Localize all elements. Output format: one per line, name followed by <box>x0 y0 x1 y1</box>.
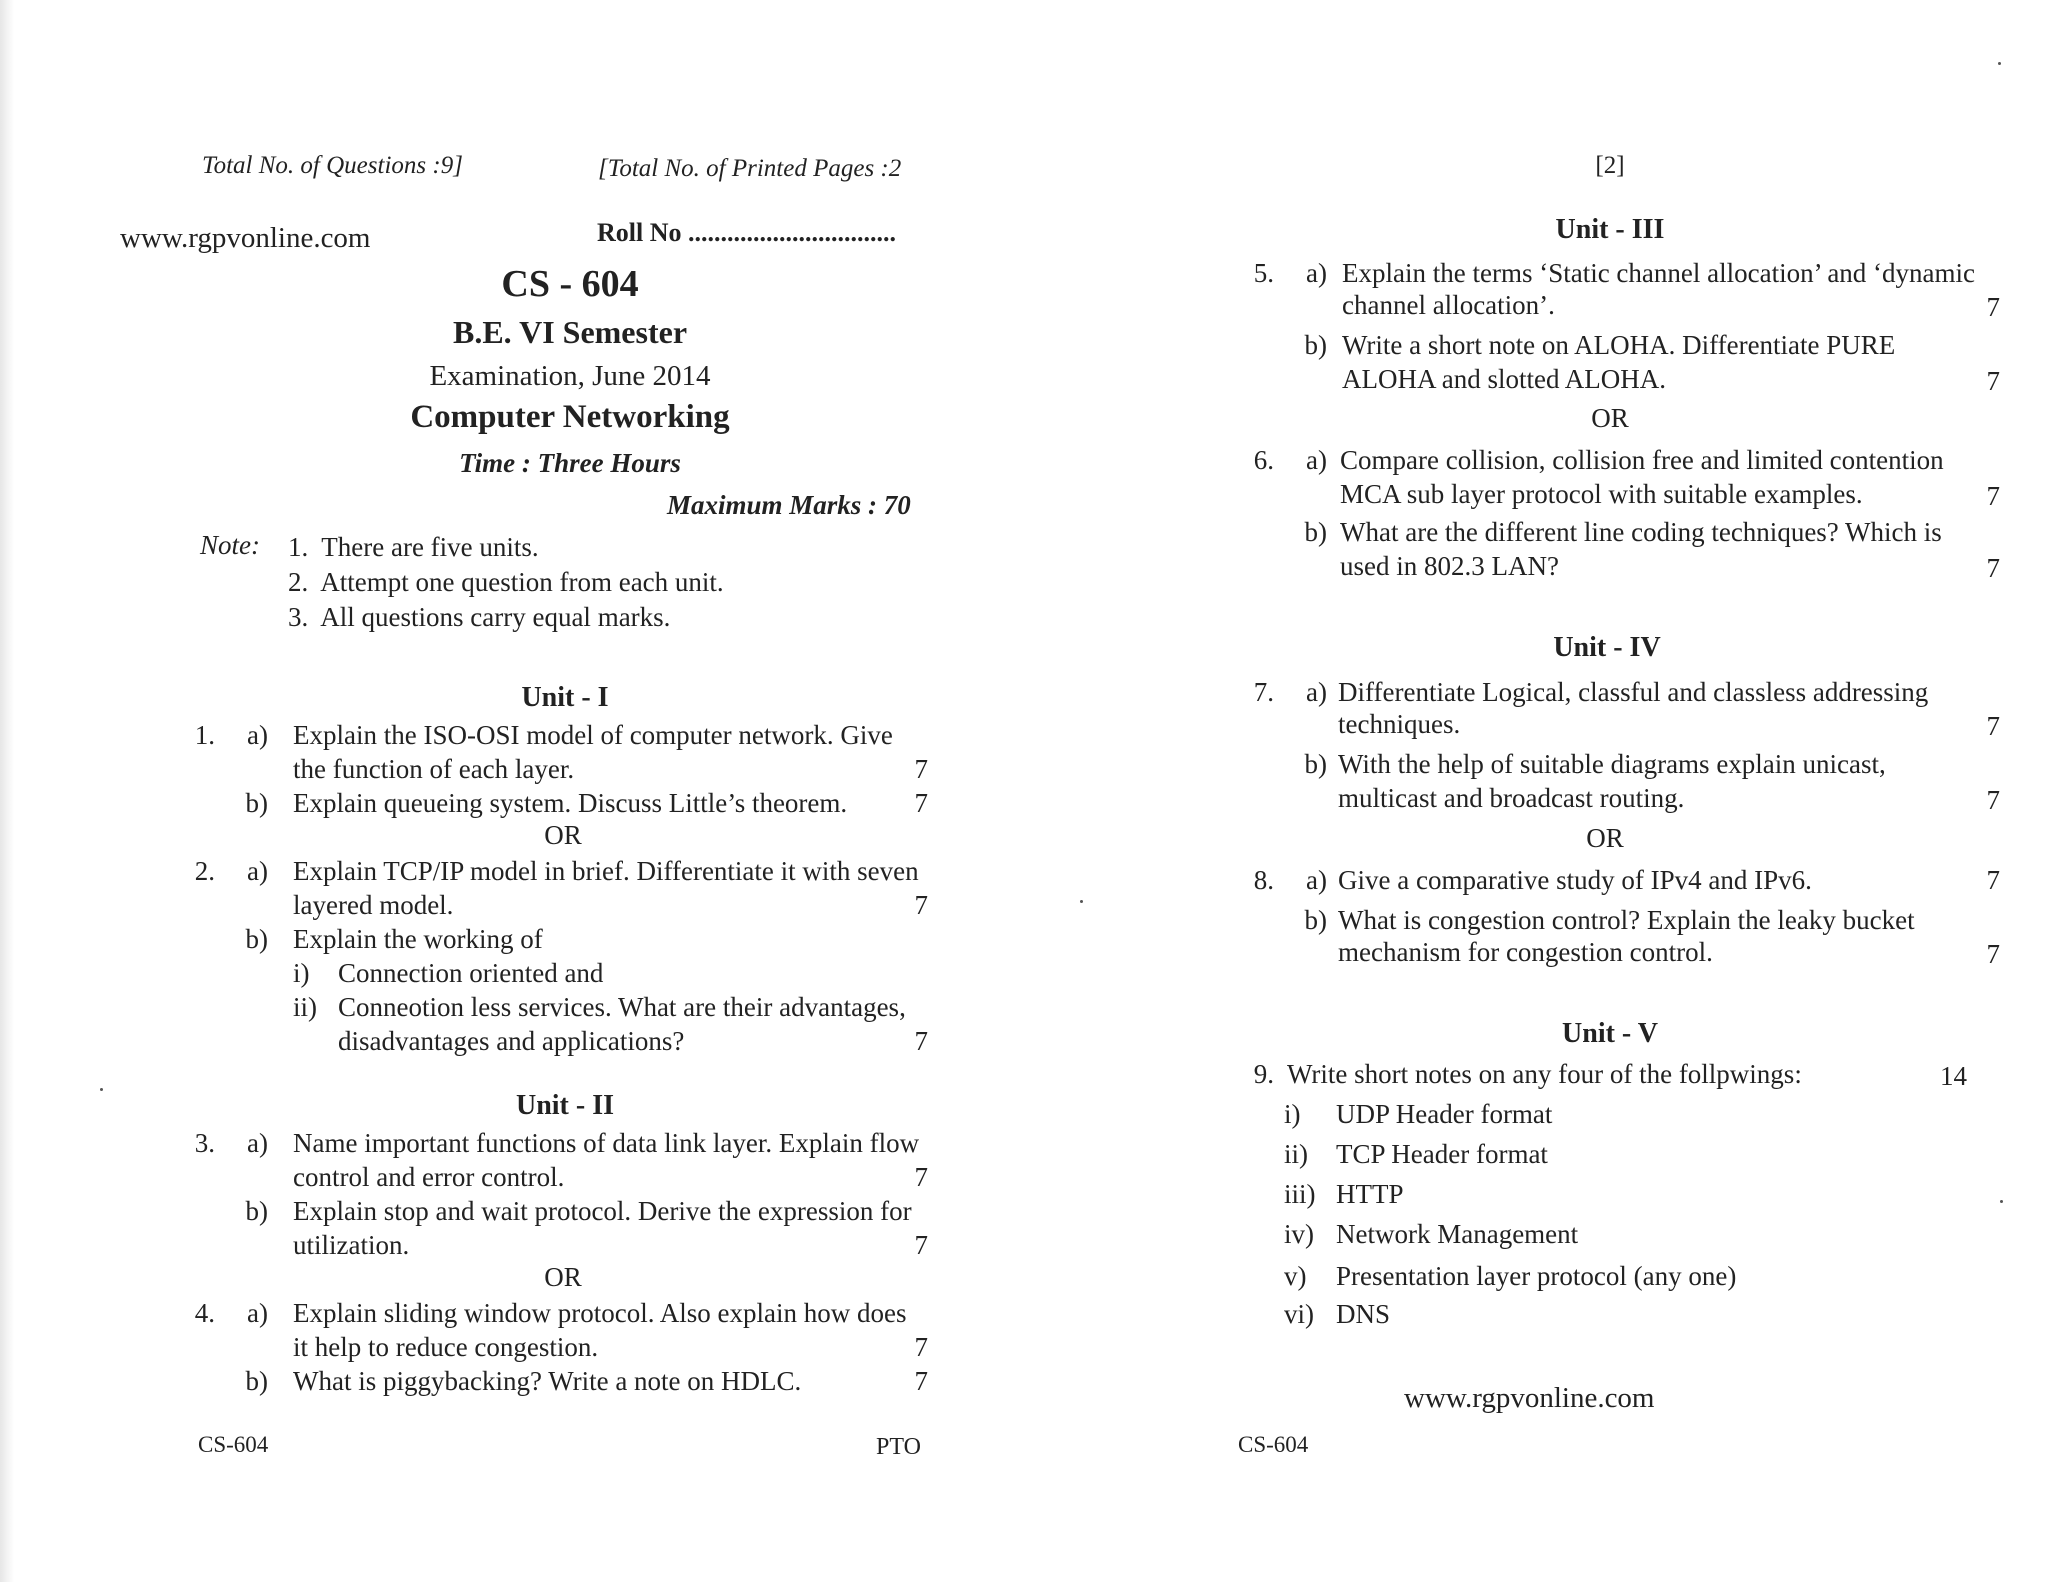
question-number: 2. <box>194 856 215 886</box>
or-separator: OR <box>544 1262 582 1292</box>
question-number: 3. <box>194 1128 215 1158</box>
part-label: b) <box>1304 905 1327 935</box>
part-label: b) <box>245 788 268 818</box>
question-text: Compare collision, collision free and limited contention <box>1340 445 1944 475</box>
question-text: disadvantages and applications? <box>338 1026 685 1056</box>
question-text: Conneotion less services. What are their advantages, <box>338 992 906 1022</box>
question-text: Explain the ISO-OSI model of computer network. Give <box>293 720 893 750</box>
question-text: Give a comparative study of IPv4 and IPv6. <box>1338 865 1812 895</box>
part-label: b) <box>1304 517 1327 547</box>
question-text: ALOHA and slotted ALOHA. <box>1342 364 1666 394</box>
marks: 14 <box>1940 1061 1967 1091</box>
list-item-label: v) <box>1284 1261 1307 1291</box>
marks: 7 <box>1986 553 2000 583</box>
marks: 7 <box>1986 366 2000 396</box>
part-label: a) <box>247 1128 268 1158</box>
question-text: Explain sliding window protocol. Also explain how does <box>293 1298 907 1328</box>
marks: 7 <box>1986 865 2000 895</box>
list-item: Presentation layer protocol (any one) <box>1336 1261 1737 1291</box>
scan-speck <box>2000 1200 2003 1203</box>
question-number: 4. <box>194 1298 215 1328</box>
note-item-2: 2. Attempt one question from each unit. <box>288 567 724 597</box>
question-text: layered model. <box>293 890 454 920</box>
part-label: b) <box>245 1196 268 1226</box>
website-header: www.rgpvonline.com <box>120 222 371 254</box>
unit-5-heading: Unit - V <box>1562 1018 1658 1049</box>
roll-no-field: Roll No ................................ <box>597 218 896 247</box>
unit-3-heading: Unit - III <box>1555 214 1665 245</box>
page-number: [2] <box>1595 152 1625 179</box>
part-label: b) <box>1304 330 1327 360</box>
question-text: Explain the terms ‘Static channel allocation’ and ‘dynamic <box>1342 258 1976 288</box>
sub-part-label: i) <box>293 958 310 988</box>
part-label: b) <box>1304 749 1327 779</box>
marks: 7 <box>1986 711 2000 741</box>
question-text: it help to reduce congestion. <box>293 1332 599 1362</box>
question-text: techniques. <box>1338 709 1461 739</box>
subject-title: Computer Networking <box>410 399 730 435</box>
question-number: 1. <box>194 720 215 750</box>
list-item: TCP Header format <box>1336 1139 1548 1169</box>
list-item: DNS <box>1336 1299 1391 1329</box>
question-text: Connection oriented and <box>338 958 604 988</box>
time-allowed: Time : Three Hours <box>459 448 681 478</box>
list-item-label: ii) <box>1284 1139 1308 1169</box>
sub-part-label: ii) <box>293 992 317 1022</box>
question-number: 9. <box>1253 1059 1274 1089</box>
or-separator: OR <box>1586 823 1624 853</box>
footer-code: CS-604 <box>198 1432 269 1457</box>
question-number: 5. <box>1253 258 1274 288</box>
marks: 7 <box>1986 785 2000 815</box>
part-label: a) <box>1306 445 1327 475</box>
question-text: used in 802.3 LAN? <box>1340 551 1559 581</box>
question-text: Explain the working of <box>293 924 543 954</box>
note-item-1: 1. There are five units. <box>288 532 539 562</box>
question-text: Explain TCP/IP model in brief. Differentiate it with seven <box>293 856 919 886</box>
question-number: 7. <box>1253 677 1274 707</box>
question-text: utilization. <box>293 1230 410 1260</box>
question-text: multicast and broadcast routing. <box>1338 783 1685 813</box>
question-text: With the help of suitable diagrams explain unicast, <box>1338 749 1886 779</box>
paper-code: CS - 604 <box>501 263 639 305</box>
question-text: control and error control. <box>293 1162 565 1192</box>
unit-1-heading: Unit - I <box>521 682 609 713</box>
website-footer: www.rgpvonline.com <box>1404 1382 1655 1414</box>
unit-2-heading: Unit - II <box>515 1090 614 1121</box>
maximum-marks: Maximum Marks : 70 <box>667 490 911 520</box>
part-label: a) <box>1306 865 1327 895</box>
part-label: b) <box>245 1366 268 1396</box>
question-text: channel allocation’. <box>1342 290 1555 320</box>
scan-speck <box>100 1088 103 1091</box>
list-item: Network Management <box>1336 1219 1579 1249</box>
marks: 7 <box>1986 939 2000 969</box>
marks: 7 <box>1986 481 2000 511</box>
question-number: 6. <box>1253 445 1274 475</box>
question-text: the function of each layer. <box>293 754 575 784</box>
examination: Examination, June 2014 <box>429 360 711 392</box>
question-text: What is congestion control? Explain the leaky bucket <box>1338 905 1915 935</box>
list-item-label: iv) <box>1284 1219 1314 1249</box>
part-label: b) <box>245 924 268 954</box>
part-label: a) <box>247 720 268 750</box>
marks: 7 <box>914 1162 928 1192</box>
scan-speck <box>1998 62 2001 65</box>
part-label: a) <box>247 856 268 886</box>
question-text: mechanism for congestion control. <box>1338 937 1713 967</box>
total-printed-pages: [Total No. of Printed Pages :2 <box>598 155 902 182</box>
question-text: Write short notes on any four of the follpwings: <box>1287 1059 1802 1089</box>
list-item: UDP Header format <box>1336 1099 1553 1129</box>
question-text: Explain stop and wait protocol. Derive the expression for <box>293 1196 912 1226</box>
question-text: Write a short note on ALOHA. Differentiate PURE <box>1342 330 1896 360</box>
unit-4-heading: Unit - IV <box>1553 632 1661 663</box>
part-label: a) <box>247 1298 268 1328</box>
question-number: 8. <box>1253 865 1274 895</box>
scan-speck <box>1080 900 1083 903</box>
semester: B.E. VI Semester <box>452 314 688 350</box>
marks: 7 <box>1986 292 2000 322</box>
note-item-3: 3. All questions carry equal marks. <box>288 602 671 632</box>
question-text: Differentiate Logical, classful and classless addressing <box>1338 677 1929 707</box>
footer-code: CS-604 <box>1238 1432 1309 1457</box>
part-label: a) <box>1306 258 1327 288</box>
question-text: What are the different line coding techniques? Which is <box>1340 517 1942 547</box>
question-text: Name important functions of data link layer. Explain flow <box>293 1128 920 1158</box>
marks: 7 <box>914 1332 928 1362</box>
marks: 7 <box>914 890 928 920</box>
question-text: MCA sub layer protocol with suitable examples. <box>1340 479 1863 509</box>
or-separator: OR <box>544 820 582 850</box>
marks: 7 <box>914 788 928 818</box>
question-text: What is piggybacking? Write a note on HDLC. <box>293 1366 802 1396</box>
marks: 7 <box>914 1026 928 1056</box>
total-questions: Total No. of Questions :9] <box>202 152 463 179</box>
footer-pto: PTO <box>876 1434 921 1460</box>
marks: 7 <box>914 1230 928 1260</box>
marks: 7 <box>914 1366 928 1396</box>
or-separator: OR <box>1591 403 1629 433</box>
page-two <box>1150 0 2048 1582</box>
list-item-label: vi) <box>1284 1299 1314 1329</box>
question-text: Explain queueing system. Discuss Little’s theorem. <box>293 788 848 818</box>
list-item-label: i) <box>1284 1099 1301 1129</box>
part-label: a) <box>1306 677 1327 707</box>
marks: 7 <box>914 754 928 784</box>
list-item: HTTP <box>1336 1179 1404 1209</box>
page-one <box>0 0 1010 1582</box>
note-label: Note: <box>200 530 260 560</box>
list-item-label: iii) <box>1284 1179 1316 1209</box>
